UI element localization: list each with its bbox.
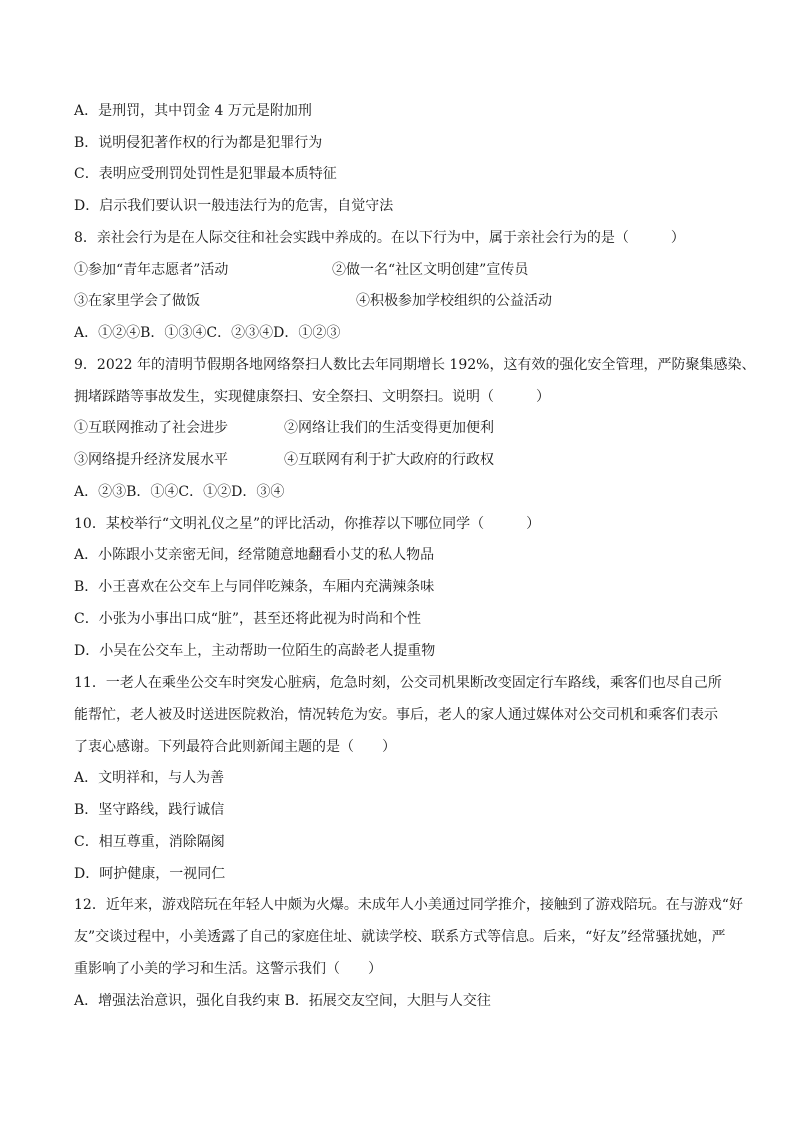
- q12-stem-line-2: 友”交谈过程中，小美透露了自己的家庭住址、就读学校、联系方式等信息。后来，“好友”经常骚扰她，严: [74, 929, 726, 945]
- q11-option-d: D．呵护健康，一视同仁: [74, 866, 226, 882]
- q9-options: A．②③B．①④C．①②D．③④: [74, 484, 285, 500]
- q9-stem-line-1: 9．2022 年的清明节假期各地网络祭扫人数比去年同期增长 192%，这有效的强化安全管理，严防聚集感染、: [74, 357, 756, 373]
- prev-option-c: C．表明应受刑罚处罚性是犯罪最本质特征: [74, 166, 337, 182]
- q10-option-c: C．小张为小事出口成“脏”，甚至还将此视为时尚和个性: [74, 611, 422, 627]
- q10-option-a: A．小陈跟小艾亲密无间，经常随意地翻看小艾的私人物品: [74, 547, 435, 563]
- prev-option-a: A．是刑罚，其中罚金 4 万元是附加刑: [74, 103, 312, 119]
- q9-items-row-2: [74, 450, 734, 470]
- q9-item-1: ①互联网推动了社会进步: [74, 420, 228, 436]
- q9-item-3: ③网络提升经济发展水平: [74, 452, 228, 468]
- q8-options: A．①②④B．①③④C．②③④D．①②③: [74, 325, 341, 341]
- q8-items-row-2: [74, 291, 734, 311]
- q11-stem-line-2: 能帮忙，老人被及时送进医院救治，情况转危为安。事后，老人的家人通过媒体对公交司机和乘客们表示: [74, 707, 718, 723]
- q10-option-d: D．小吴在公交车上，主动帮助一位陌生的高龄老人提重物: [74, 643, 436, 659]
- q12-stem-line-3: 重影响了小美的学习和生活。这警示我们（ ）: [74, 961, 382, 977]
- q8-item-4: ④积极参加学校组织的公益活动: [356, 293, 552, 309]
- q8-stem: 8．亲社会行为是在人际交往和社会实践中养成的。在以下行为中，属于亲社会行为的是（ ）: [74, 230, 685, 246]
- q9-item-2: ②网络让我们的生活变得更加便利: [284, 420, 494, 436]
- q11-option-c: C．相互尊重，消除隔阂: [74, 834, 225, 850]
- q10-stem: 10．某校举行“文明礼仪之星”的评比活动，你推荐以下哪位同学（ ）: [74, 516, 541, 532]
- q12-options: A．增强法治意识，强化自我约束 B．拓展交友空间，大胆与人交往: [74, 993, 491, 1009]
- q11-stem-line-1: 11．一老人在乘坐公交车时突发心脏病，危急时刻，公交司机果断改变固定行车路线，乘客们也尽自己所: [74, 675, 722, 691]
- q12-stem-line-1: 12．近年来，游戏陪玩在年轻人中颇为火爆。未成年人小美通过同学推介，接触到了游戏陪玩。在与游戏“好: [74, 897, 743, 913]
- q11-stem-line-3: 了衷心感谢。下列最符合此则新闻主题的是（ ）: [74, 739, 396, 755]
- prev-option-d: D．启示我们要认识一般违法行为的危害，自觉守法: [74, 198, 394, 214]
- q8-item-1: ①参加“青年志愿者”活动: [74, 262, 229, 278]
- q11-option-a: A．文明祥和，与人为善: [74, 770, 225, 786]
- q9-stem-line-2: 拥堵踩踏等事故发生，实现健康祭扫、安全祭扫、文明祭扫。说明（ ）: [74, 389, 550, 405]
- q11-option-b: B．坚守路线，践行诚信: [74, 802, 225, 818]
- q8-items-row-1: [74, 260, 734, 280]
- q8-item-3: ③在家里学会了做饭: [74, 293, 200, 309]
- prev-option-b: B．说明侵犯著作权的行为都是犯罪行为: [74, 135, 323, 151]
- q9-items-row-1: [74, 418, 734, 438]
- q8-item-2: ②做一名“社区文明创建”宣传员: [332, 262, 529, 278]
- q9-item-4: ④互联网有利于扩大政府的行政权: [284, 452, 494, 468]
- q10-option-b: B．小王喜欢在公交车上与同伴吃辣条，车厢内充满辣条味: [74, 579, 435, 595]
